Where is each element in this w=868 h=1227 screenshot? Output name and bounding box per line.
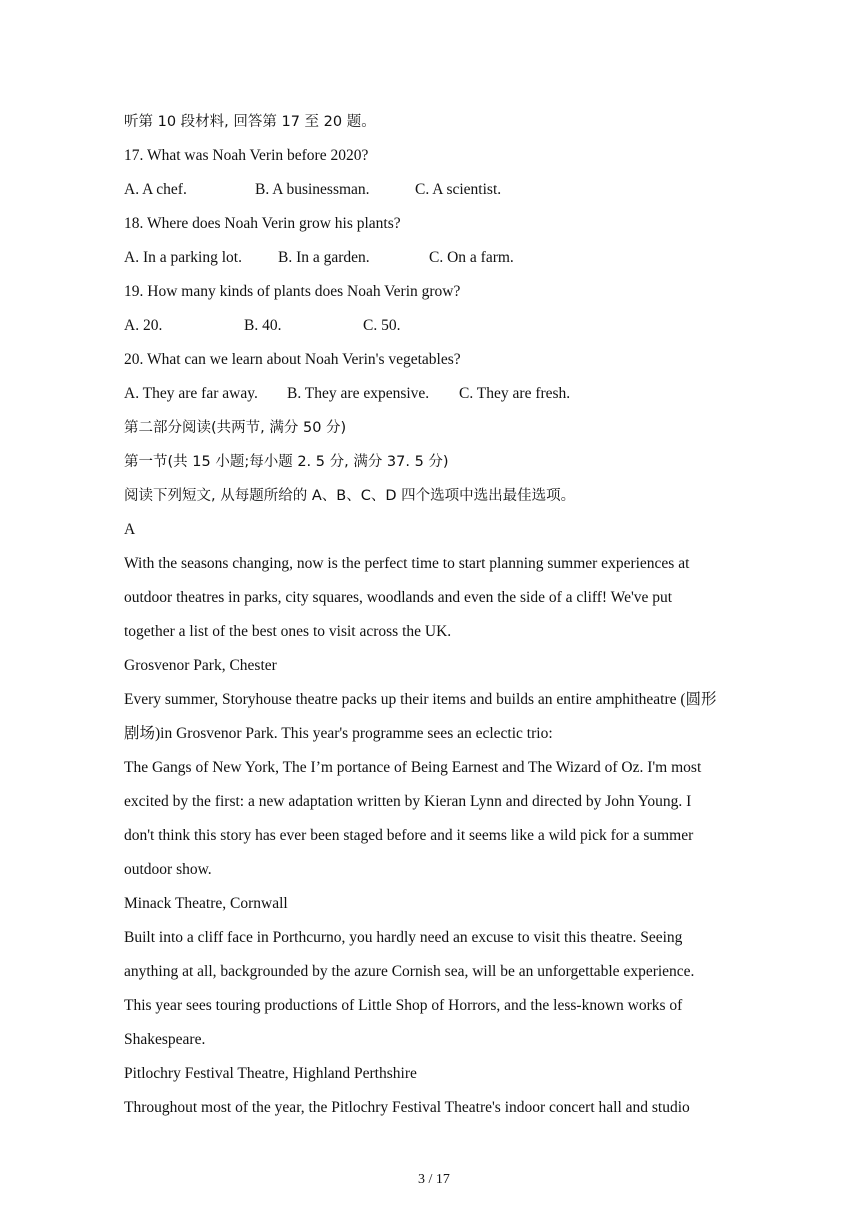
passage-line: The Gangs of New York, The I’m portance of Being Earnest and The Wizard of Oz. I'm most [124,759,702,776]
option-a: A. A chef. [124,181,187,198]
passage-label: A [124,521,136,538]
passage-line: outdoor theatres in parks, city squares, woodlands and even the side of a cliff! We've put [124,589,673,606]
passage-subheading: Minack Theatre, Cornwall [124,895,288,912]
question-17-stem: 17. What was Noah Verin before 2020? [124,147,369,164]
question-20-stem: 20. What can we learn about Noah Verin's vegetables? [124,351,461,368]
option-c: C. They are fresh. [459,385,571,402]
option-a: A. They are far away. [124,385,258,402]
option-c: C. A scientist. [415,181,502,198]
passage-line: Built into a cliff face in Porthcurno, you hardly need an excuse to visit this theatre. Seeing [124,929,683,946]
option-b: B. They are expensive. [287,385,430,402]
part-two-heading: 第二部分阅读(共两节, 满分 50 分) [124,420,347,436]
passage-line: Throughout most of the year, the Pitlochry Festival Theatre's indoor concert hall and studio [124,1099,690,1116]
passage-subheading: Grosvenor Park, Chester [124,657,277,674]
option-c: C. On a farm. [429,249,514,266]
reading-instruction: 阅读下列短文, 从每题所给的 A、B、C、D 四个选项中选出最佳选项。 [124,488,576,504]
option-b: B. 40. [244,317,282,334]
passage-line: anything at all, backgrounded by the azure Cornish sea, will be an unforgettable experience. [124,963,695,980]
passage-line: together a list of the best ones to visit across the UK. [124,623,452,640]
passage-subheading: Pitlochry Festival Theatre, Highland Perthshire [124,1065,417,1082]
section-one-heading: 第一节(共 15 小题;每小题 2. 5 分, 满分 37. 5 分) [124,454,449,470]
option-c: C. 50. [363,317,401,334]
passage-line: Every summer, Storyhouse theatre packs up their items and builds an entire amphitheatre (圆形 [124,691,717,708]
passage-line: Shakespeare. [124,1031,206,1048]
option-b: B. A businessman. [255,181,370,198]
passage-line: This year sees touring productions of Little Shop of Horrors, and the less-known works of [124,997,683,1014]
question-18-stem: 18. Where does Noah Verin grow his plants? [124,215,401,232]
option-a: A. 20. [124,317,163,334]
page-number: 3 / 17 [418,1172,450,1187]
passage-line: With the seasons changing, now is the perfect time to start planning summer experiences at [124,555,690,572]
passage-line: don't think this story has ever been staged before and it seems like a wild pick for a summer [124,827,694,844]
passage-line: outdoor show. [124,861,212,878]
option-a: A. In a parking lot. [124,249,242,266]
question-19-stem: 19. How many kinds of plants does Noah Verin grow? [124,283,461,300]
option-b: B. In a garden. [278,249,370,266]
passage-line: excited by the first: a new adaptation written by Kieran Lynn and directed by John Young. I [124,793,692,810]
passage-line: 剧场)in Grosvenor Park. This year's programme sees an eclectic trio: [124,725,553,742]
listening-section-heading: 听第 10 段材料, 回答第 17 至 20 题。 [124,114,376,130]
